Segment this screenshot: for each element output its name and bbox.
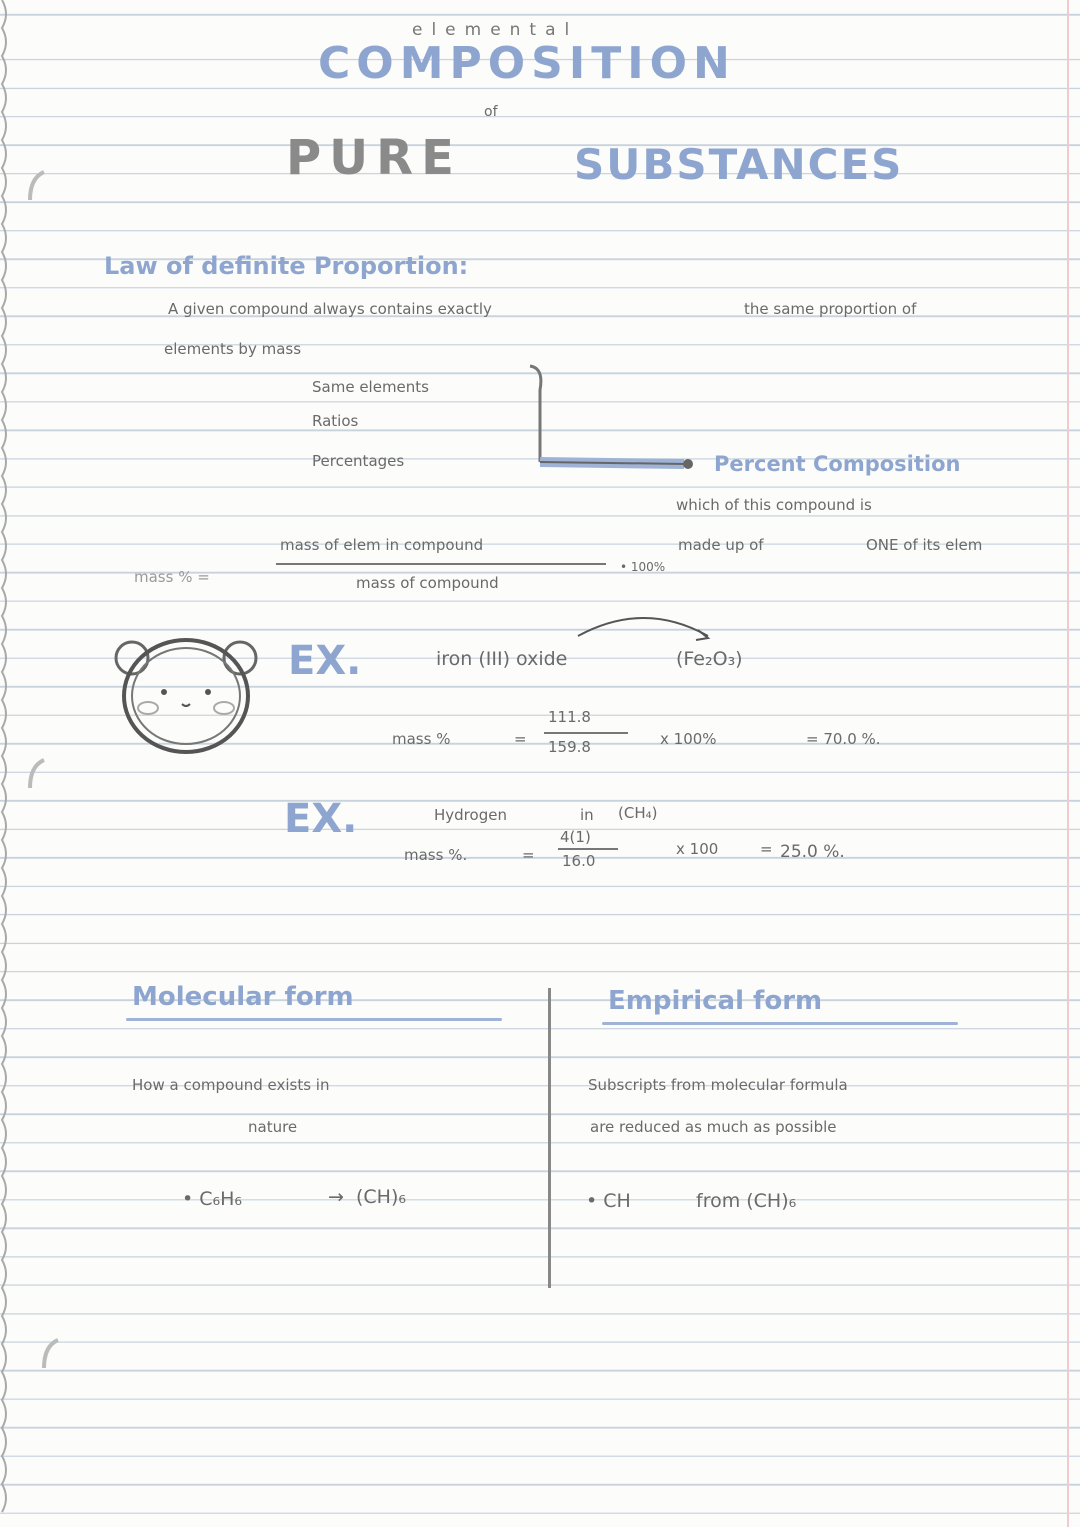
example2-fraction-bar: [558, 848, 618, 850]
law-bullet-1: Same elements: [312, 378, 429, 396]
empirical-description-1: Subscripts from molecular formula: [588, 1076, 848, 1094]
example1-lhs: mass %: [392, 730, 451, 748]
column-divider: [548, 988, 551, 1288]
empirical-example-b: from (CH)₆: [696, 1190, 797, 1212]
law-bullet-3: Percentages: [312, 452, 405, 470]
example1-denominator: 159.8: [548, 738, 591, 756]
example2-result: 25.0 %.: [780, 842, 845, 862]
example2-denominator: 16.0: [562, 852, 596, 870]
example2-eq: =: [522, 846, 535, 864]
title-composition: COMPOSITION: [318, 38, 736, 89]
example1-label: EX.: [288, 638, 362, 684]
example1-eq: =: [514, 730, 527, 748]
formula-factor: • 100%: [620, 560, 666, 574]
formula-fraction-bar: [276, 563, 606, 565]
percent-description-2b: ONE of its elem: [866, 536, 983, 554]
example1-pointer-arrow: [574, 606, 724, 650]
example2-eq2: =: [760, 840, 773, 858]
law-bullet-2: Ratios: [312, 412, 359, 430]
bracket-arrow: [500, 360, 740, 490]
example1-times: x 100%: [660, 730, 717, 748]
example2-lhs: mass %.: [404, 846, 468, 864]
molecular-description-2: nature: [248, 1118, 298, 1136]
title-elemental: elemental: [412, 20, 579, 40]
law-definition-1a: A given compound always contains exactly: [168, 300, 492, 318]
title-of: of: [484, 104, 498, 120]
formula-denominator: mass of compound: [356, 574, 499, 592]
example2-label: EX.: [284, 796, 358, 842]
example2-formula: (CH₄): [618, 804, 658, 822]
percent-composition-label: Percent Composition: [714, 452, 961, 476]
molecular-example-a: • C₆H₆: [182, 1188, 243, 1210]
example1-fraction-bar: [544, 732, 628, 734]
molecular-heading-underline: [126, 1018, 502, 1021]
title-substances: SUBSTANCES: [574, 140, 904, 189]
example1-result: = 70.0 %.: [806, 730, 881, 748]
example2-numerator: 4(1): [560, 828, 591, 846]
molecular-heading: Molecular form: [132, 982, 354, 1012]
percent-description-1: which of this compound is: [676, 496, 872, 514]
example2-times: x 100: [676, 840, 719, 858]
empirical-description-2: are reduced as much as possible: [590, 1118, 837, 1136]
example2-subject: Hydrogen: [434, 806, 507, 824]
law-definition-2: elements by mass: [164, 340, 302, 358]
law-heading: Law of definite Proportion:: [104, 252, 469, 280]
percent-description-2a: made up of: [678, 536, 764, 554]
molecular-example-b: (CH)₆: [356, 1186, 406, 1208]
empirical-example-a: • CH: [586, 1190, 631, 1212]
empirical-heading: Empirical form: [608, 986, 823, 1016]
bear-doodle-icon: [108, 626, 268, 758]
molecular-description-1: How a compound exists in: [132, 1076, 330, 1094]
title-pure: PURE: [286, 130, 462, 186]
example1-subject: iron (III) oxide: [436, 648, 568, 670]
example1-formula: (Fe₂O₃): [676, 648, 743, 670]
formula-lhs: mass % =: [134, 568, 210, 586]
example2-in: in: [580, 806, 594, 824]
empirical-heading-underline: [602, 1022, 958, 1025]
law-definition-1b: the same proportion of: [744, 300, 917, 318]
example1-numerator: 111.8: [548, 708, 591, 726]
molecular-example-arrow: →: [328, 1186, 344, 1208]
formula-numerator: mass of elem in compound: [280, 536, 484, 554]
